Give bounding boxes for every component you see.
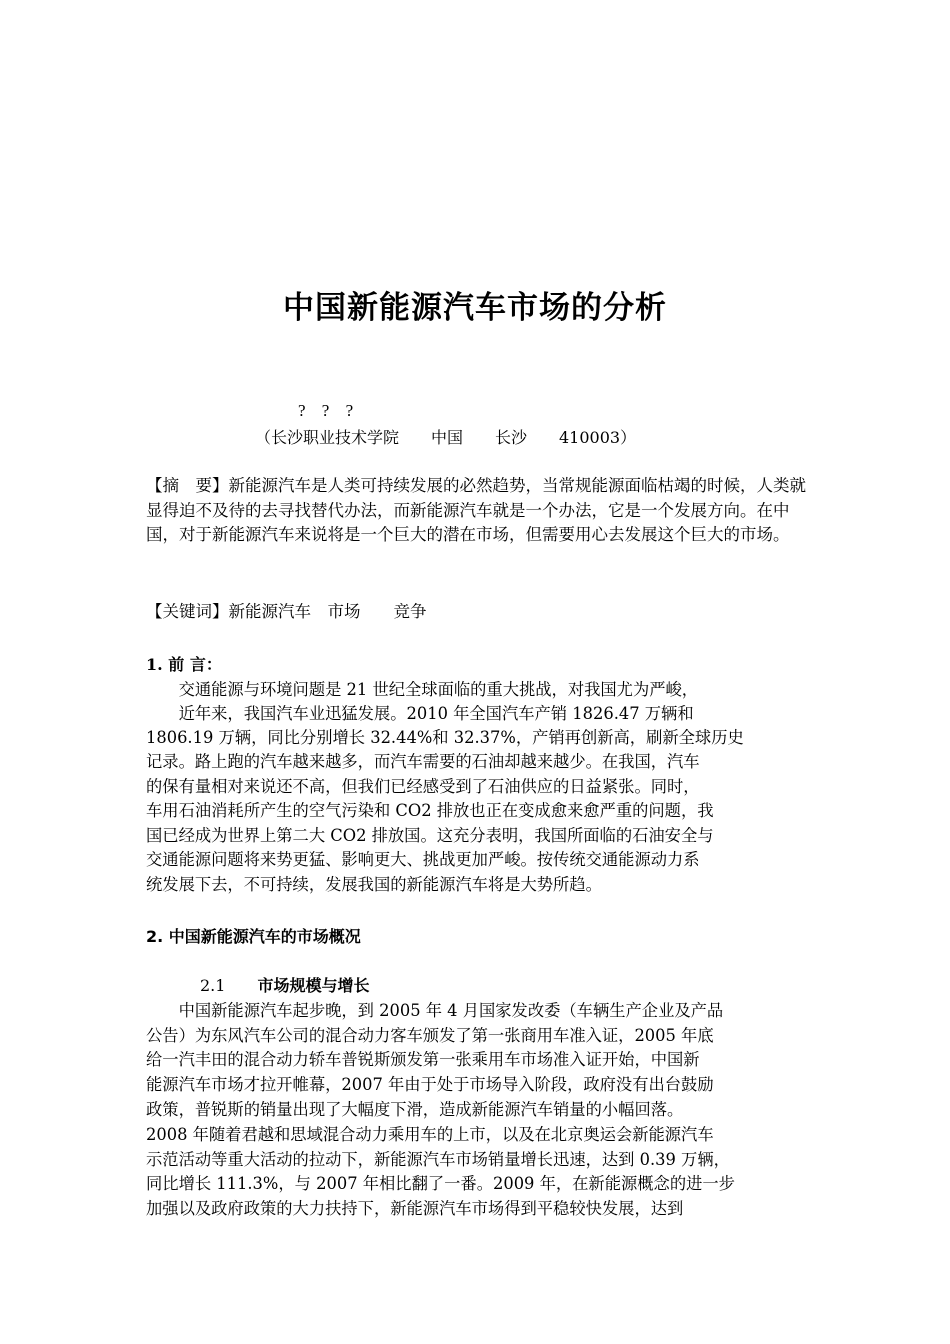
author-affiliation: （长沙职业技术学院 中国 长沙 410003） bbox=[255, 428, 637, 447]
body-line: 给一汽丰田的混合动力轿车普锐斯颁发第一张乘用车市场准入证开始，中国新 bbox=[146, 1050, 700, 1069]
document-title: 中国新能源汽车市场的分析 bbox=[283, 290, 667, 326]
section-2-heading: 2. 中国新能源汽车的市场概况 bbox=[146, 927, 361, 946]
body-line: 能源汽车市场才拉开帷幕，2007 年由于处于市场导入阶段，政府没有出台鼓励 bbox=[146, 1075, 714, 1094]
body-line: 示范活动等重大活动的拉动下，新能源汽车市场销量增长迅速，达到 0.39 万辆， bbox=[146, 1150, 730, 1169]
subsection-title: 市场规模与增长 bbox=[257, 976, 370, 995]
keywords-line: 【关键词】新能源汽车 市场 竞争 bbox=[146, 602, 427, 621]
body-line: 中国新能源汽车起步晚，到 2005 年 4 月国家发改委（车辆生产企业及产品 bbox=[146, 1001, 724, 1020]
body-line: 政策，普锐斯的销量出现了大幅度下滑，造成新能源汽车销量的小幅回落。 bbox=[146, 1100, 684, 1119]
body-line: 车用石油消耗所产生的空气污染和 CO2 排放也正在变成愈来愈严重的问题，我 bbox=[146, 801, 714, 820]
author-name: ? ? ? bbox=[298, 401, 360, 420]
body-line: 国已经成为世界上第二大 CO2 排放国。这充分表明，我国所面临的石油安全与 bbox=[146, 826, 714, 845]
body-line: 近年来，我国汽车业迅猛发展。2010 年全国汽车产销 1826.47 万辆和 bbox=[146, 704, 694, 723]
section-1-heading: 1. 前 言： bbox=[146, 655, 222, 674]
subsection-number: 2.1 bbox=[200, 976, 226, 995]
body-line: 的保有量相对来说还不高，但我们已经感受到了石油供应的日益紧张。同时， bbox=[146, 777, 700, 796]
body-line: 加强以及政府政策的大力扶持下，新能源汽车市场得到平稳较快发展，达到 bbox=[146, 1199, 684, 1218]
body-line: 公告）为东风汽车公司的混合动力客车颁发了第一张商用车准入证，2005 年底 bbox=[146, 1026, 714, 1045]
body-line: 交通能源问题将来势更猛、影响更大、挑战更加严峻。按传统交通能源动力系 bbox=[146, 850, 700, 869]
body-line: 同比增长 111.3%，与 2007 年相比翻了一番。2009 年，在新能源概念的进一步 bbox=[146, 1174, 735, 1193]
body-line: 统发展下去，不可持续，发展我国的新能源汽车将是大势所趋。 bbox=[146, 875, 602, 894]
body-line: 1806.19 万辆，同比分别增长 32.44%和 32.37%，产销再创新高，刷新全球历史 bbox=[146, 728, 744, 747]
body-line: 2008 年随着君越和思域混合动力乘用车的上市，以及在北京奥运会新能源汽车 bbox=[146, 1125, 714, 1144]
subsection-2-1-heading bbox=[200, 973, 369, 996]
abstract-paragraph: 【摘 要】新能源汽车是人类可持续发展的必然趋势，当常规能源面临枯竭的时候，人类就显得迫不及待的去寻找替代办法，而新能源汽车就是一个办法，它是一个发展方向。在中国，对于新能源汽车来说将是一个巨大的潜在市场，但需要用心去发展这个巨大的市场。 bbox=[146, 476, 806, 544]
body-line: 交通能源与环境问题是 21 世纪全球面临的重大挑战，对我国尤为严峻， bbox=[146, 680, 699, 699]
body-line: 记录。路上跑的汽车越来越多，而汽车需要的石油却越来越少。在我国，汽车 bbox=[146, 752, 700, 771]
